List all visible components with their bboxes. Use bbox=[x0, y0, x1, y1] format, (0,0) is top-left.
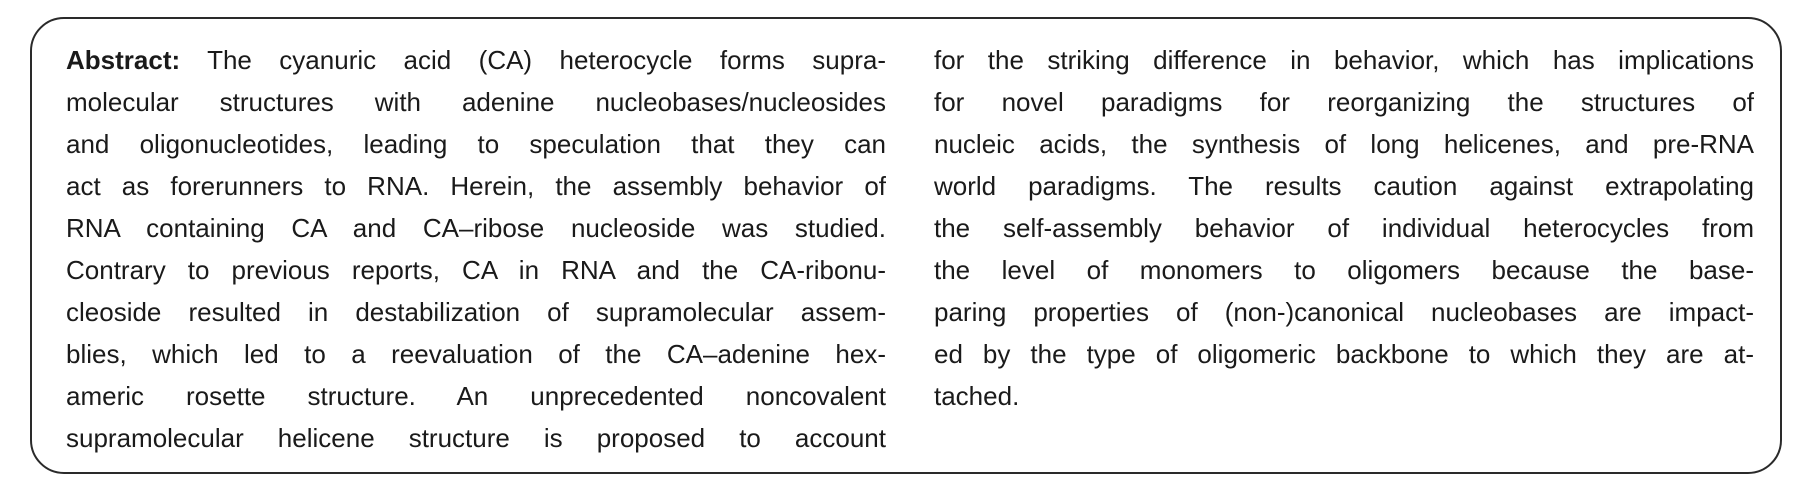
abstract-line: world paradigms. The results caution against extrapolating bbox=[934, 171, 1754, 201]
abstract-line: tached. bbox=[934, 381, 1020, 411]
abstract-columns bbox=[66, 39, 1754, 459]
abstract-line: nucleic acids, the synthesis of long helicenes, and pre-RNA bbox=[934, 129, 1754, 159]
abstract-line: act as forerunners to RNA. Herein, the assembly behavior of bbox=[66, 171, 886, 201]
abstract-column-left bbox=[66, 39, 886, 459]
abstract-line: molecular structures with adenine nucleobases/nucleosides bbox=[66, 87, 886, 117]
abstract-line: the level of monomers to oligomers because the base- bbox=[934, 255, 1754, 285]
abstract-line: ed by the type of oligomeric backbone to which they are at- bbox=[934, 339, 1754, 369]
abstract-label: Abstract: bbox=[66, 45, 181, 75]
abstract-line: for novel paradigms for reorganizing the structures of bbox=[934, 87, 1754, 117]
abstract-line: blies, which led to a reevaluation of the CA–adenine hex- bbox=[66, 339, 886, 369]
abstract-line: Contrary to previous reports, CA in RNA and the CA-ribonu- bbox=[66, 255, 886, 285]
abstract-line: and oligonucleotides, leading to speculation that they can bbox=[66, 129, 886, 159]
abstract-line: americ rosette structure. An unprecedented noncovalent bbox=[66, 381, 886, 411]
abstract-line: supramolecular helicene structure is proposed to account bbox=[66, 423, 886, 453]
abstract-box bbox=[30, 17, 1782, 474]
abstract-line: RNA containing CA and CA–ribose nucleoside was studied. bbox=[66, 213, 886, 243]
abstract-line: cleoside resulted in destabilization of supramolecular assem- bbox=[66, 297, 886, 327]
abstract-line: Abstract: The cyanuric acid (CA) heterocycle forms supra- bbox=[66, 45, 886, 75]
abstract-line: paring properties of (non-)canonical nucleobases are impact- bbox=[934, 297, 1754, 327]
abstract-line: for the striking difference in behavior, which has implications bbox=[934, 45, 1754, 75]
abstract-column-right bbox=[934, 39, 1754, 459]
abstract-line: the self-assembly behavior of individual heterocycles from bbox=[934, 213, 1754, 243]
